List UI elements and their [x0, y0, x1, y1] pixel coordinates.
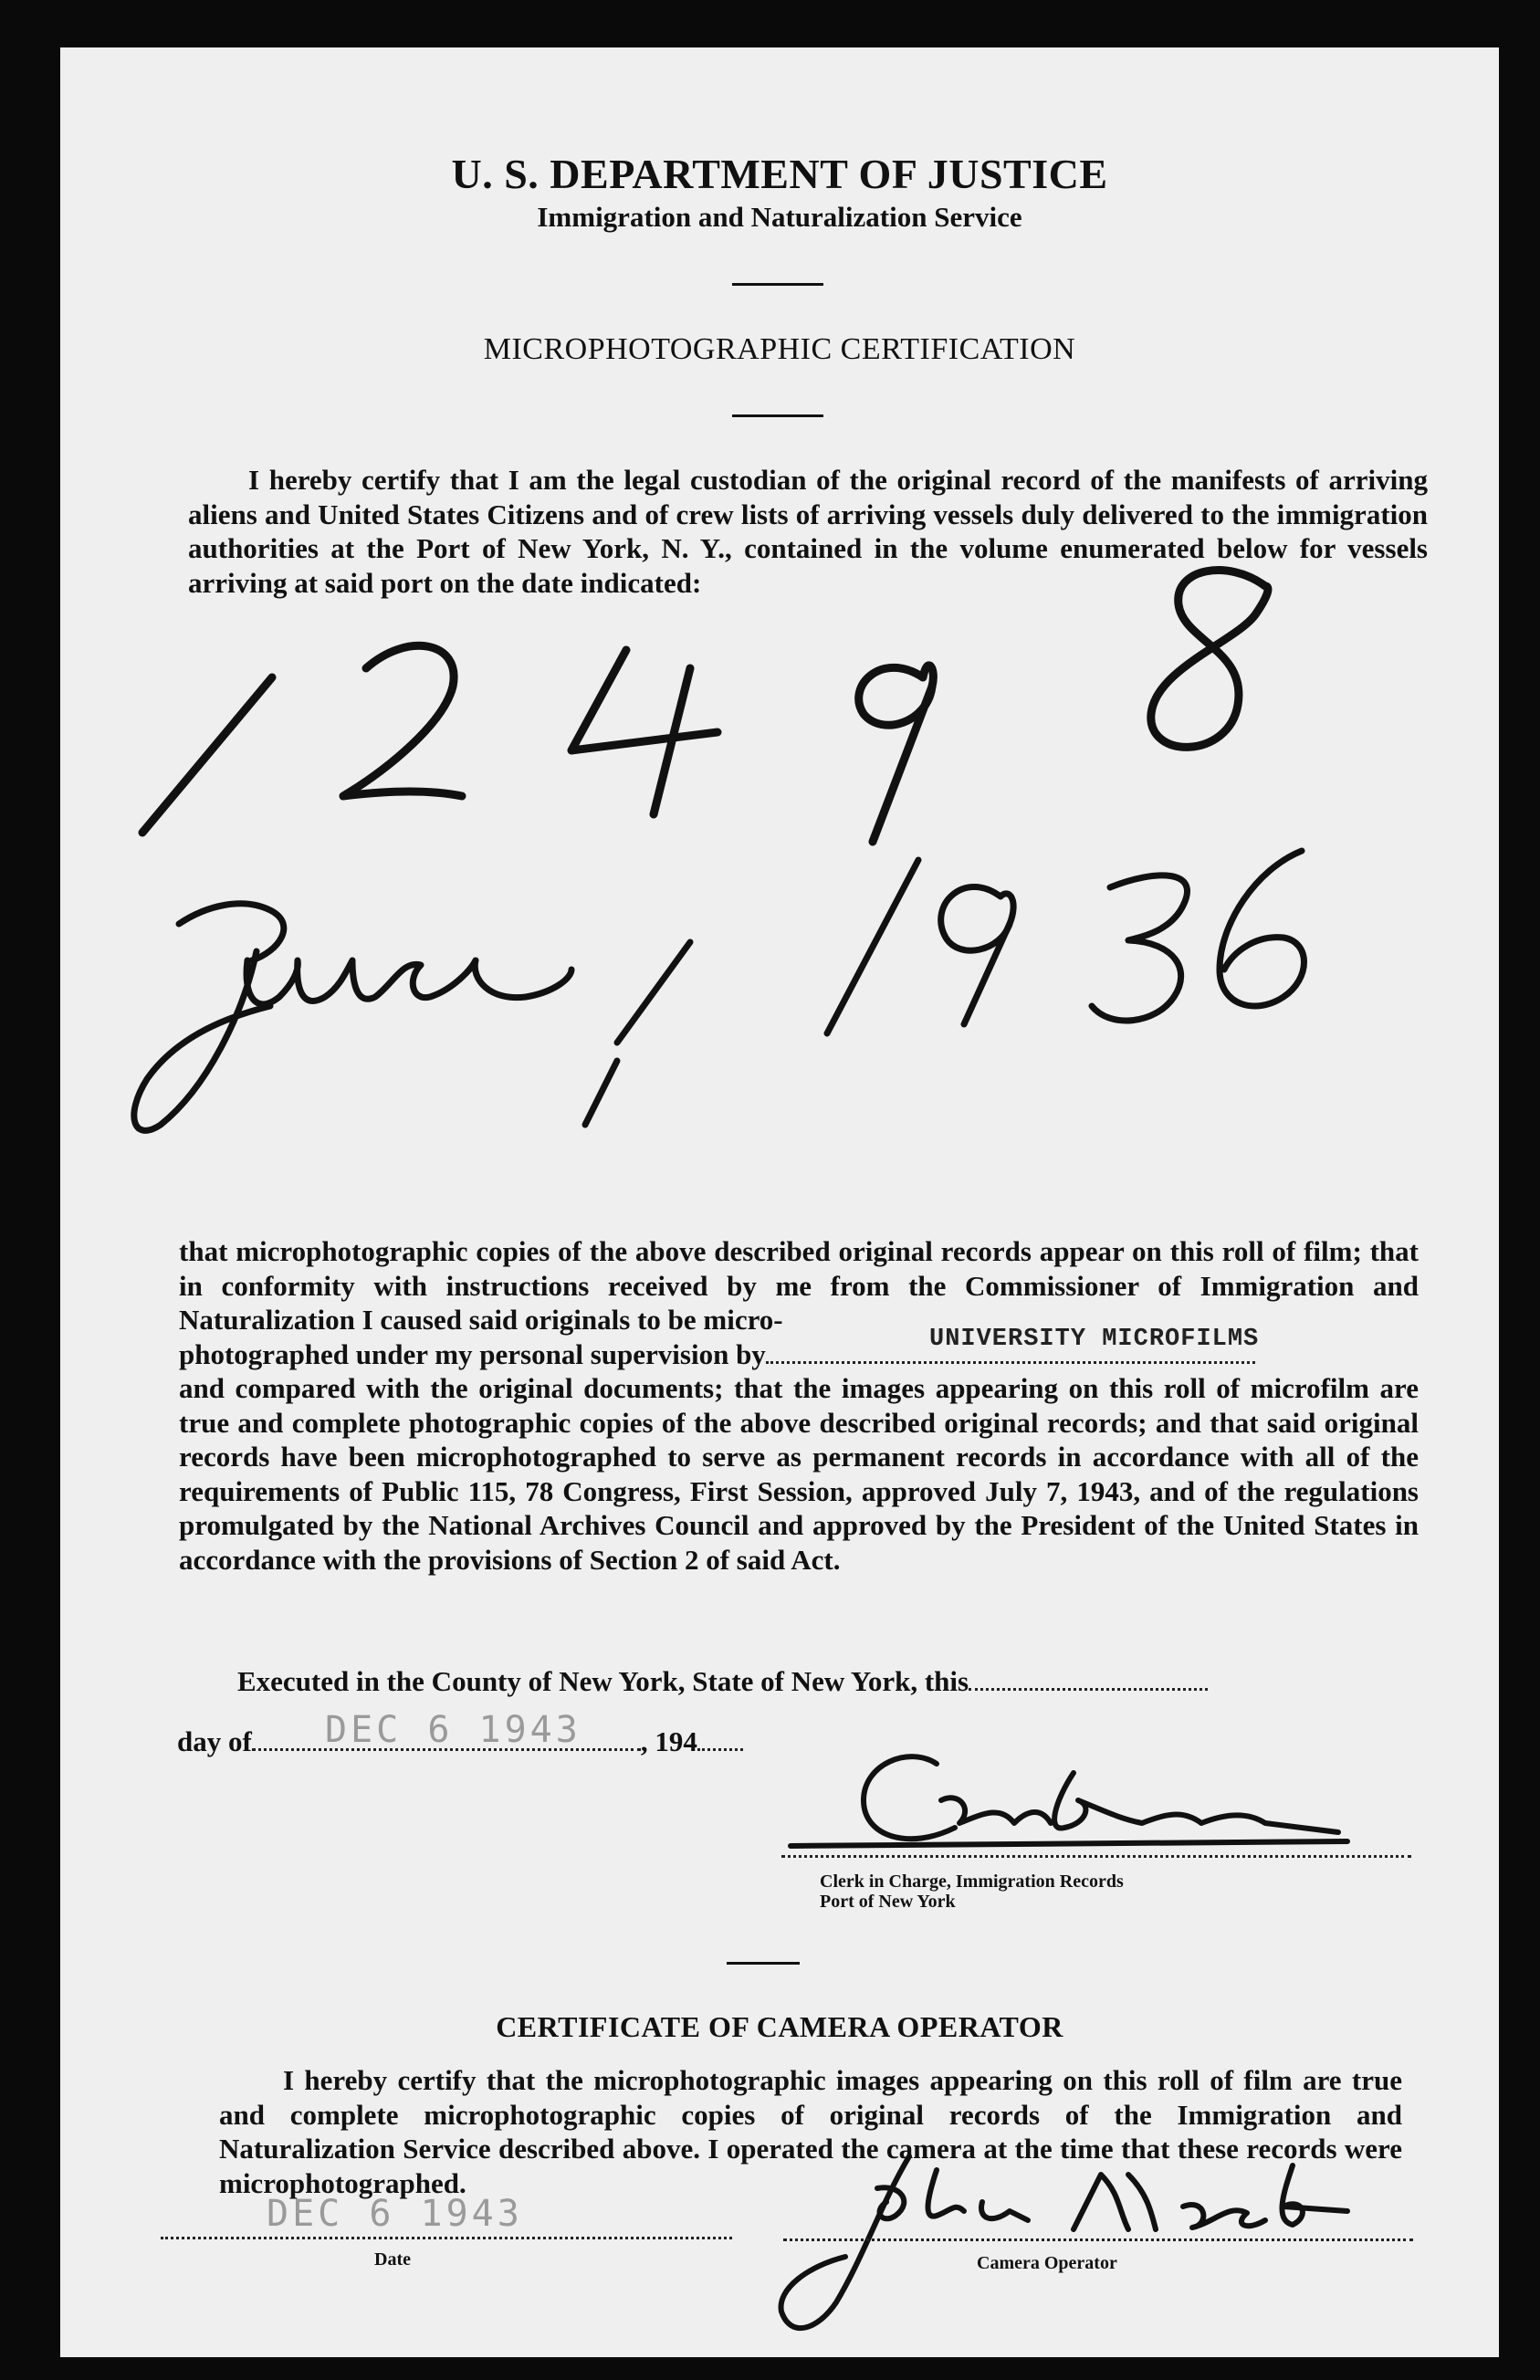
certificate-page — [60, 47, 1499, 2357]
camera-certificate-heading: CERTIFICATE OF CAMERA OPERATOR — [496, 2010, 1063, 2043]
day-of-label: day of — [177, 1725, 252, 1757]
photographed-by-label: photographed under my personal supervision by — [179, 1337, 766, 1370]
department-title: U. S. DEPARTMENT OF JUSTICE — [451, 151, 1108, 197]
executed-text: Executed in the County of New York, State of New York, this — [237, 1665, 969, 1697]
camera-certificate-paragraph: I hereby certify that the microphotographic images appearing on this roll of film are true and complete microphotographic copies of original records of the Immigration and Naturalization Service described above. I operated the camera at the time that these records were microphotographed. — [219, 2064, 1402, 2199]
year-prefix: , 194 — [640, 1725, 697, 1757]
clerk-title: Clerk in Charge, Immigration Records Port of New York — [820, 1871, 1124, 1912]
agency-subtitle: Immigration and Naturalization Service — [537, 201, 1022, 233]
certification-heading: MICROPHOTOGRAPHIC CERTIFICATION — [483, 332, 1076, 366]
operator-signature — [60, 47, 1499, 2357]
operator-line — [783, 2238, 1413, 2241]
intro-paragraph: I hereby certify that I am the legal custodian of the original record of the manifests of arriving aliens and United States Citizens and of crew lists of arriving vessels duly delivered to the immigration authorities at the Port of New York, N. Y., contained in the volume enumerated below for vessels arriving at said port on the date indicated: — [188, 464, 1428, 599]
camera-operator-label: Camera Operator — [977, 2253, 1117, 2273]
date-stamp: DEC 6 1943 — [325, 1709, 581, 1751]
date-label: Date — [374, 2249, 411, 2270]
photographer-name: UNIVERSITY MICROFILMS — [929, 1325, 1260, 1353]
body-part-two: and compared with the original documents; that the images appearing on this roll of microfilm are true and complete photographic copies of the above described original records; and that said original records have been microphotographed to serve as permanent records in accordance with all of the requirements of Public 115, 78 Congress, First Session, approved July 7, 1943, and of the regulations promulgated by the National Archives Council and approved by the President of the United States in accordance with the provisions of Section 2 of said Act. — [179, 1372, 1419, 1576]
body-part-one: that microphotographic copies of the above described original records appear on this roll of film; that in conformity with instructions received by me from the Commissioner of Immigration and Naturalization I caused said originals to be micro- — [179, 1235, 1419, 1336]
camera-date-stamp: DEC 6 1943 — [267, 2193, 523, 2235]
